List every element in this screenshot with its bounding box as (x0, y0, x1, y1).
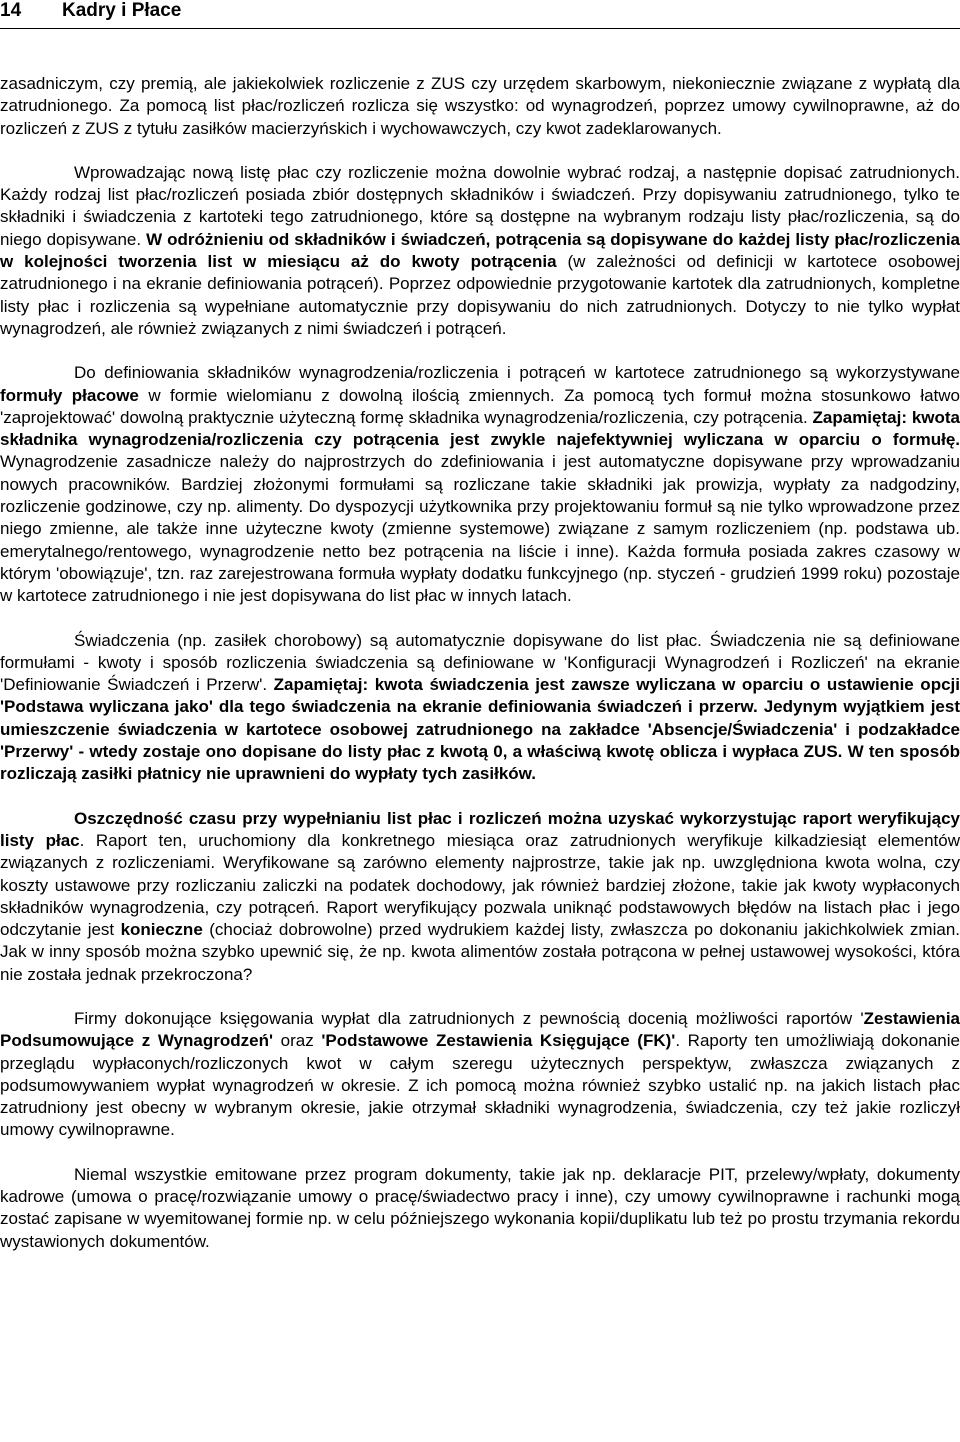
text-run: oraz (273, 1031, 322, 1051)
paragraph (0, 1008, 960, 1142)
text-run: . Raporty ten umożliwiają dokonanie przeglądu wypłaconych/rozliczonych kwot w całym szeregu użytecznych perspektyw, zwłaszcza związanych z podsumowywaniem wypłat wynagrodzeń w okresie. Z ich pomocą można również szybko ustalić np. na jakich listach płac zatrudniony jest obecny w wybranym okresie, jakie otrzymał składniki wynagrodzenia, świadczenia, czy też jakie rozliczył umowy cywilnoprawne. (0, 1031, 960, 1140)
bold-text-run: formuły płacowe (0, 385, 139, 405)
text-run: zasadniczym, czy premią, ale jakiekolwiek rozliczenie z ZUS czy urzędem skarbowym, niekoniecznie związane z wypłatą dla zatrudnionego. Za pomocą list płac/rozliczeń rozlicza się wszystko: od wynagrodzeń, poprzez umowy cywilnoprawne, aż do rozliczeń z ZUS z tytułu zasiłków macierzyńskich i wychowawczych, czy kwot zadeklarowanych. (0, 74, 960, 138)
bold-text-run: Zestawienia Podsumowujące z Wynagrodzeń' (0, 1008, 960, 1051)
text-run: Wynagrodzenie zasadnicze należy do najprostrzych do zdefiniowania i jest automatyczne dopisywane przy wprowadzaniu nowych pracowników. Bardziej złożonymi formułami są rozliczane takie składniki jak prowizja, wypłaty za nadgodziny, rozliczenie godzinowe, czy np. alimenty. Do dyspozycji użytkownika przy projektowaniu formuł są nie tylko wprowadzone przez niego zmienne, ale także inne użyteczne kwoty (zmienne systemowe) związane z samym rozliczeniem (np. podstawa ub. emerytalnego/rentowego, wynagrodzenie netto bez potrącenia na liście i inne). Każda formuła posiada zakres czasowy w którym 'obowiązuje', tzn. raz zarejestrowana formuła wypłaty dodatku funkcyjnego (np. styczeń - grudzień 1999 roku) pozostaje w kartotece zatrudnionego i nie jest dopisywana do list płac w innych latach. (0, 452, 960, 606)
paragraph (0, 630, 960, 786)
bold-text-run: Oszczędność czasu przy wypełnianiu list płac i rozliczeń można uzyskać wykorzystując raport weryfikujący listy płac (0, 808, 960, 850)
paragraph (0, 362, 960, 607)
page-number: 14 (0, 0, 22, 21)
text-run: Niemal wszystkie emitowane przez program dokumenty, takie jak np. deklaracje PIT, przelewy/wpłaty, dokumenty kadrowe (umowa o pracę/rozwiązanie umowy o pracę/świadectwo pracy i inne), czy umowy cywilnoprawne i rachunki mogą zostać zapisane w wyemitowanej formie np. w celu późniejszego wykonania kopii/duplikatu lub też po prostu trzymania rekordu wystawionych dokumentów. (0, 1164, 960, 1251)
bold-text-run: Zapamiętaj: kwota świadczenia jest zawsze wyliczana w oparciu o ustawienie opcji 'Podstawa wyliczana jako' dla tego świadczenia na ekranie definiowania świadczeń i przerw. Jedynym wyjątkiem jest umieszczenie świadczenia w kartotece osobowej zatrudnionego na zakładce 'Absencje/Świadczenia' i podzakładce 'Przerwy' - wtedy zostaje ono dopisane do listy płac z kwotą 0, a właściwą kwotę oblicza i wypłaca ZUS. W ten sposób rozliczają zasiłki płatnicy nie uprawnieni do wypłaty tych zasiłków. (0, 675, 960, 784)
bold-text-run: W odróżnieniu od składników i świadczeń, potrącenia są dopisywane do każdej listy płac/rozliczenia w kolejności tworzenia list w miesiącu aż do kwoty potrącenia (0, 229, 960, 272)
text-run: Firmy dokonujące księgowania wypłat dla zatrudnionych z pewnością docenią możliwości raportów ' (74, 1008, 864, 1028)
paragraph (0, 73, 960, 140)
running-header (0, 0, 960, 29)
paragraph (0, 162, 960, 340)
bold-text-run: 'Podstawowe Zestawienia Księgujące (FK)' (321, 1031, 676, 1051)
text-run: Wprowadzając nową listę płac czy rozliczenie można dowolnie wybrać rodzaj, a następnie dopisać zatrudnionych. Każdy rodzaj list płac/rozliczeń posiada zbiór dostępnych składników i świadczeń. Przy dopisywaniu zatrudnionego, tylko te składniki i świadczenia z kartoteki tego zatrudnionego, które są dostępne na wybranym rodzaju listy płac/rozliczenia, są do niego dopisywane. (0, 162, 960, 249)
paragraph (0, 808, 960, 986)
document-body (0, 73, 960, 1253)
paragraph (0, 1164, 960, 1253)
text-run: Świadczenia (np. zasiłek chorobowy) są automatycznie dopisywane do list płac. Świadczenia nie są definiowane formułami - kwoty i sposób rozliczenia świadczenia są definiowane w 'Konfiguracji Wynagrodzeń i Rozliczeń' na ekranie 'Definiowanie Świadczeń i Przerw'. (0, 630, 960, 695)
bold-text-run: Zapamiętaj: kwota składnika wynagrodzenia/rozliczenia czy potrącenia jest zwykle najefektywniej wyliczana w oparciu o formułę. (0, 407, 960, 450)
text-run: (w zależności od definicji w kartotece osobowej zatrudnionego i na ekranie definiowania potrąceń). Poprzez odpowiednie przygotowanie kartotek dla zatrudnionych, kompletne listy płac i rozliczenia są wypełniane automatycznie przy dopisywaniu do nich zatrudnionych. Dotyczy to nie tylko wypłat wynagrodzeń, ale również związanych z nimi świadczeń i potrąceń. (0, 252, 960, 338)
bold-text-run: konieczne (120, 920, 203, 940)
running-title: Kadry i Płace (62, 0, 182, 21)
text-run: . Raport ten, uruchomiony dla konkretnego miesiąca oraz zatrudnionych weryfikuje kilkadziesiąt elementów związanych z rozliczeniami. Weryfikowane są zarówno elementy najprostrze, takie jak np. uwzględniona kwota wolna, czy koszty ustawowe przy rozliczaniu zaliczki na podatek dochodowy, jak również bardziej złożone, takie jak kwoty wypłaconych składników wynagrodzenia, czy potrąceń. Raport weryfikujący pozwala uniknąć podstawowych błędów na listach płac i jego odczytanie jest (0, 830, 960, 940)
text-run: (chociaż dobrowolne) przed wydrukiem każdej listy, zwłaszcza po dokonaniu jakichkolwiek zmian. Jak w inny sposób można szybko upewnić się, że np. kwota alimentów została potrącona w pełnej ustawowej wysokości, która nie została jednak przekroczona? (0, 920, 960, 984)
text-run: Do definiowania składników wynagrodzenia/rozliczenia i potrąceń w kartotece zatrudnionego są wykorzystywane (74, 363, 960, 383)
text-run: w formie wielomianu z dowolną ilością zmiennych. Za pomocą tych formuł można stosunkowo łatwo 'zaprojektować' dowolną praktycznie użyteczną formę składnika wynagrodzenia/rozliczenia, czy potrącenia. (0, 385, 960, 427)
